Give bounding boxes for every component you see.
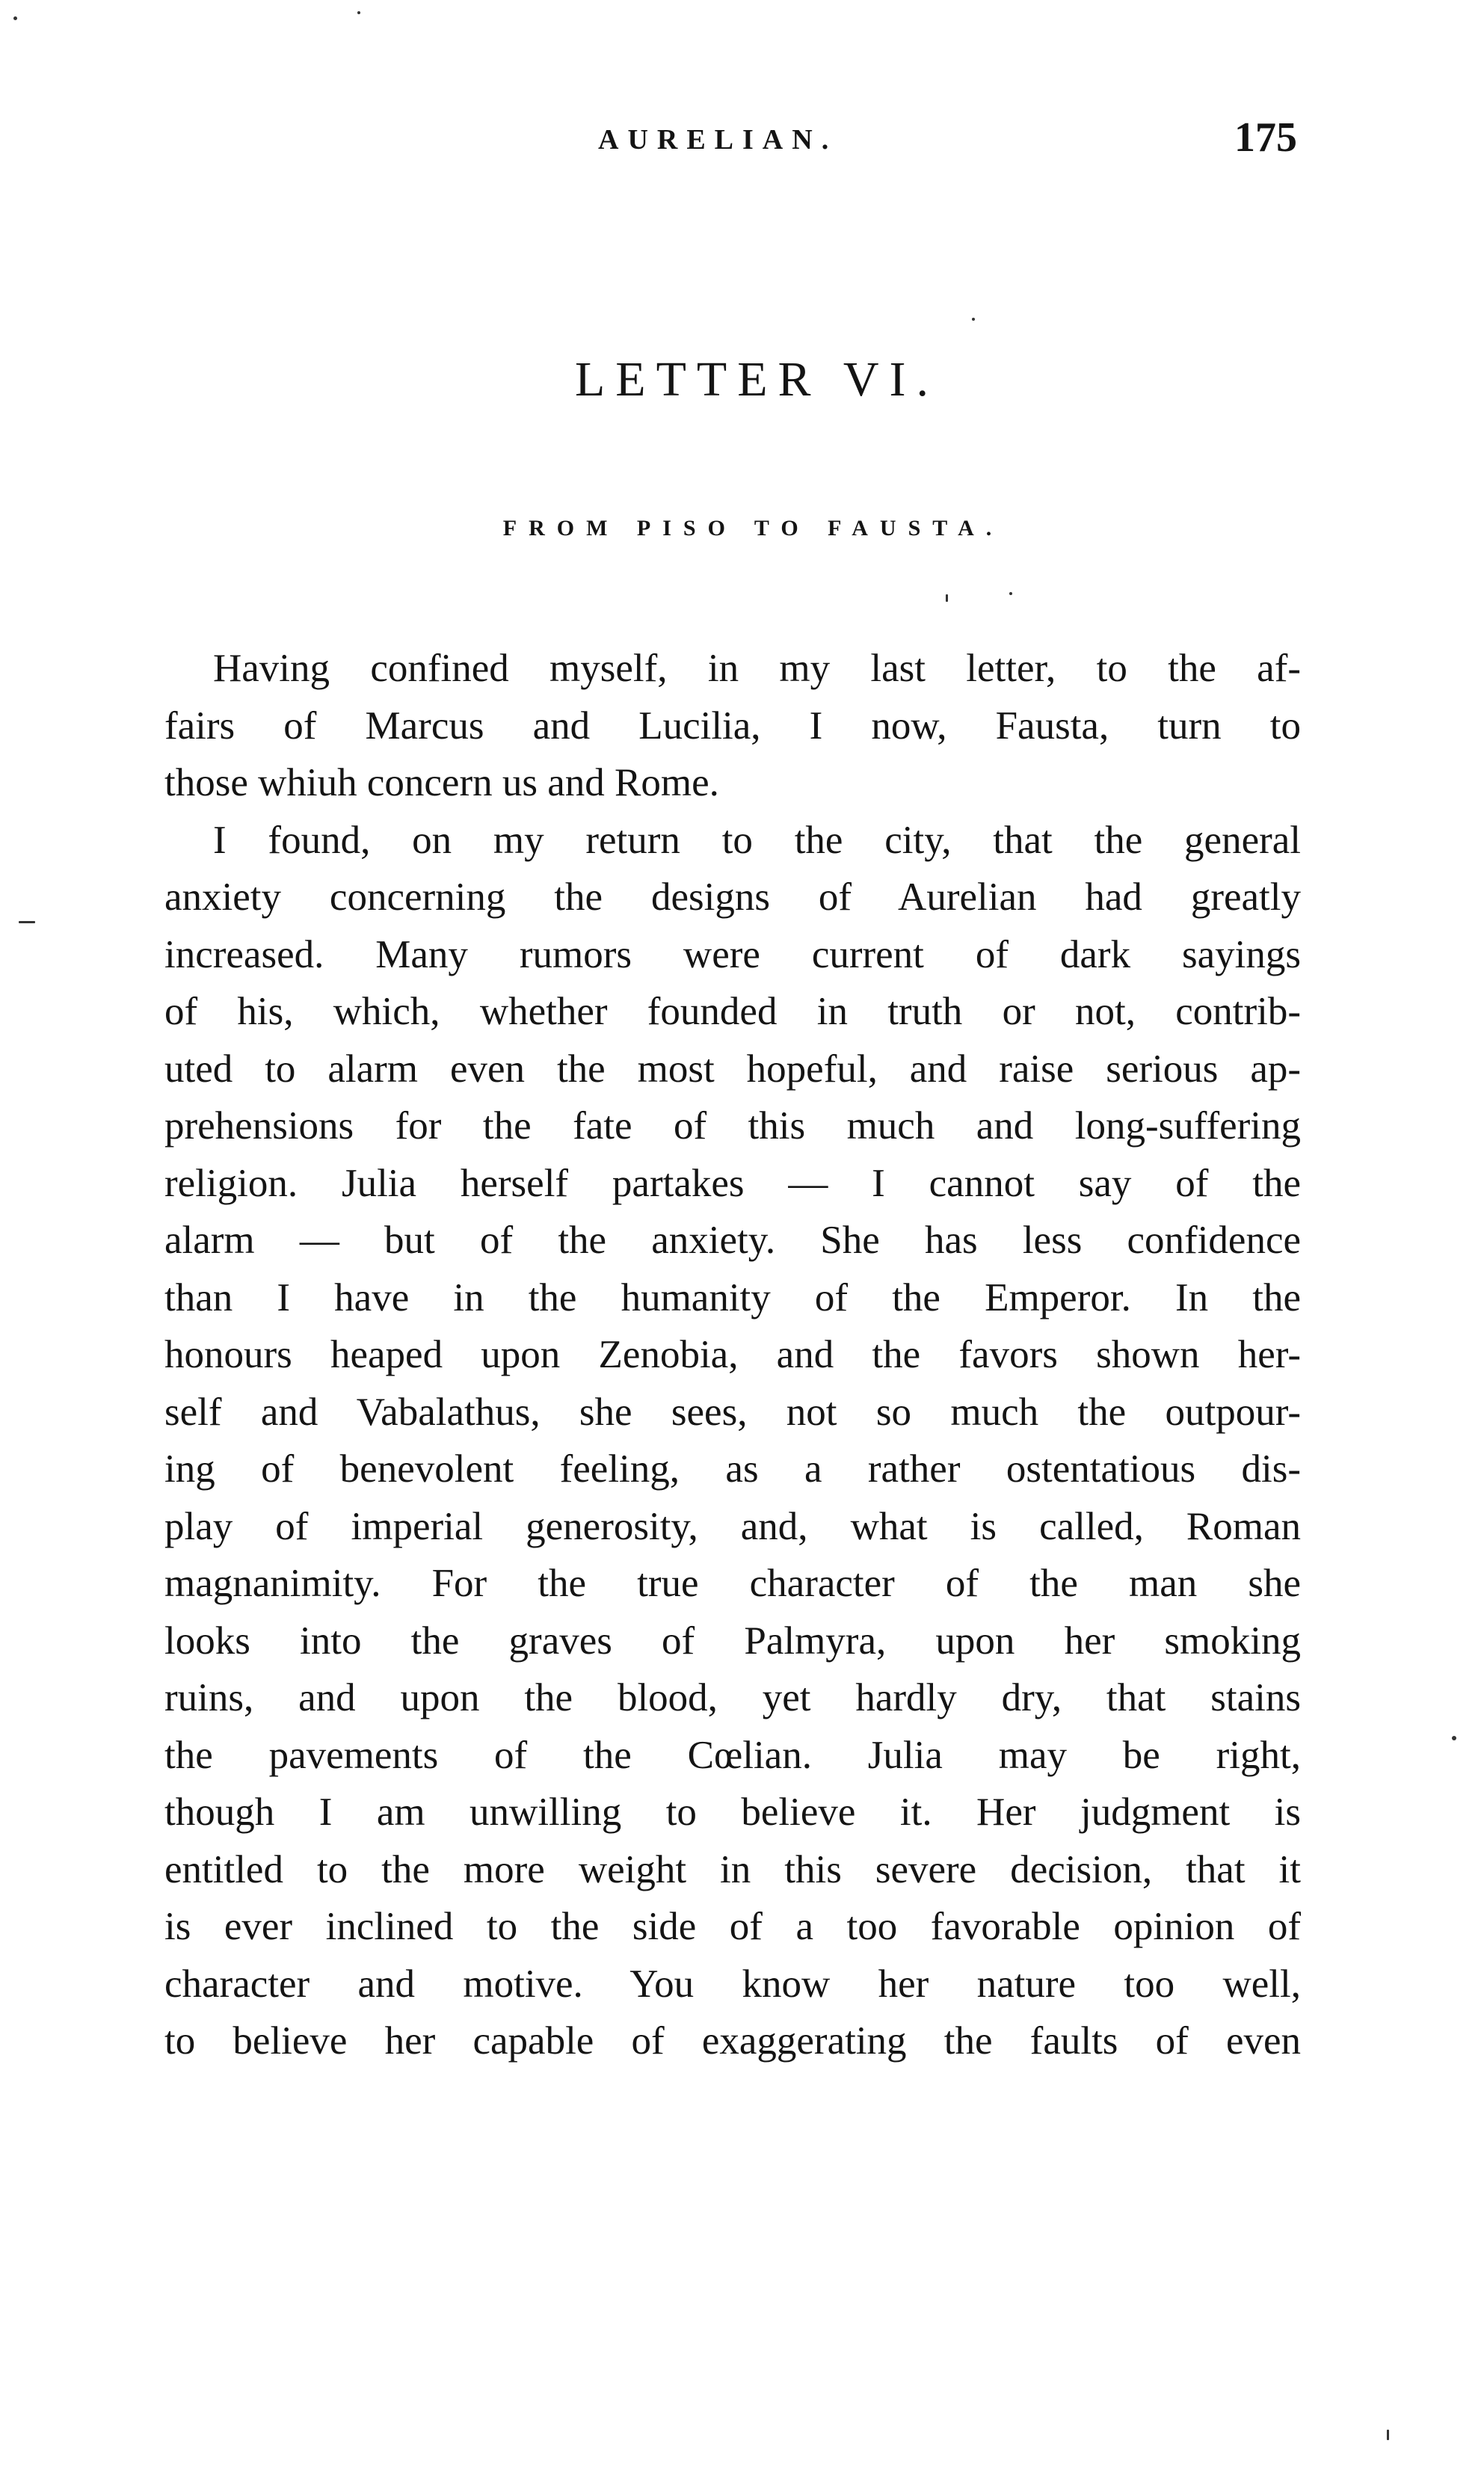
letter-body [164, 640, 1301, 2070]
text-line: entitled to the more weight in this severe decision, that it [164, 1847, 1301, 1891]
text-line: anxiety concerning the designs of Aurelian had greatly [164, 875, 1301, 919]
running-head: AURELIAN. [598, 124, 838, 155]
scan-speck [1009, 592, 1012, 595]
text-line: is ever inclined to the side of a too favorable opinion of [164, 1905, 1301, 1948]
scan-speck [1452, 1736, 1456, 1740]
text-line: looks into the graves of Palmyra, upon her smoking [164, 1619, 1301, 1663]
text-line: increased. Many rumors were current of dark sayings [164, 932, 1301, 976]
text-line: those whiuh concern us and Rome. [164, 761, 719, 804]
scan-speck [19, 921, 35, 923]
text-line: play of imperial generosity, and, what is called, Roman [164, 1504, 1301, 1548]
scan-speck [13, 16, 17, 20]
letter-subtitle: FROM PISO TO FAUSTA. [502, 516, 1004, 541]
scan-speck [1387, 2430, 1389, 2440]
scan-speck [946, 594, 948, 602]
text-line: I found, on my return to the city, that the general [213, 818, 1301, 862]
text-line: fairs of Marcus and Lucilia, I now, Fausta, turn to [164, 703, 1301, 748]
text-line: uted to alarm even the most hopeful, and raise serious ap- [164, 1047, 1301, 1091]
text-line: than I have in the humanity of the Emperor. In the [164, 1275, 1301, 1319]
text-line: self and Vabalathus, she sees, not so much the outpour- [164, 1390, 1301, 1434]
text-line: ing of benevolent feeling, as a rather ostentatious dis- [164, 1447, 1301, 1491]
text-line: Having confined myself, in my last letter, to the af- [213, 647, 1301, 690]
text-line: prehensions for the fate of this much and long-suffering [164, 1104, 1301, 1148]
text-line: ruins, and upon the blood, yet hardly dry, that stains [164, 1676, 1301, 1719]
scan-speck [972, 318, 975, 321]
text-line: of his, which, whether founded in truth or not, contrib- [164, 990, 1301, 1033]
text-line: though I am unwilling to believe it. Her judgment is [164, 1790, 1301, 1834]
letter-title: LETTER VI. [574, 352, 940, 407]
text-line: magnanimity. For the true character of the man she [164, 1562, 1301, 1605]
text-line: character and motive. You know her nature too well, [164, 1962, 1301, 2006]
text-line: alarm — but of the anxiety. She has less confidence [164, 1219, 1301, 1262]
scan-speck [357, 11, 360, 14]
text-line: to believe her capable of exaggerating the faults of even [164, 2019, 1301, 2063]
page-number: 175 [1234, 114, 1297, 161]
text-line: honours heaped upon Zenobia, and the favors shown her- [164, 1333, 1301, 1376]
text-line: religion. Julia herself partakes — I cannot say of the [164, 1161, 1301, 1205]
text-line: the pavements of the Cœlian. Julia may be right, [164, 1733, 1301, 1777]
